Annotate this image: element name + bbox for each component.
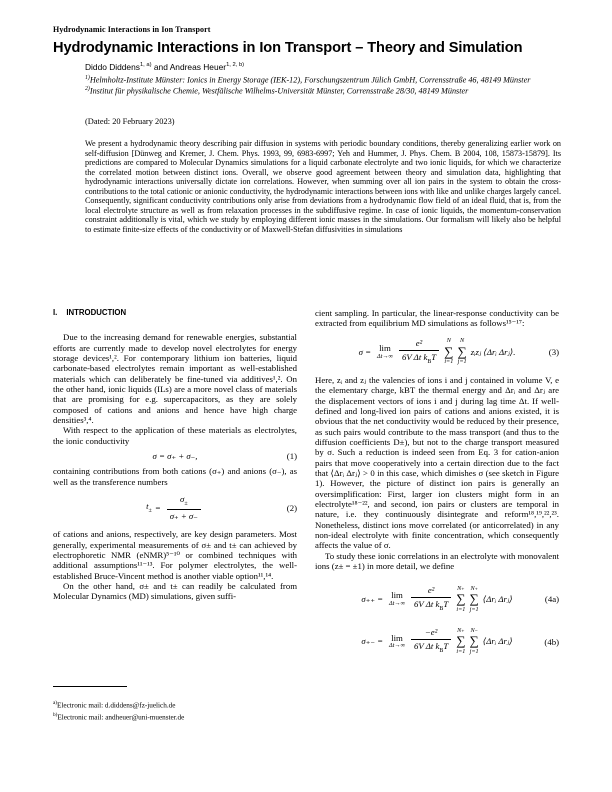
footnote-text: Electronic mail: andheuer@uni-muenster.de [57,713,185,722]
column-right [315,308,559,670]
paragraph: On the other hand, σ± and t± can readily be calculated from Molecular Dynamics (MD) simulations, given suffi- [53,581,297,602]
fraction [167,494,201,522]
fraction [411,585,451,613]
equation-4b [315,627,559,655]
limit-operator: lim Δt→∞ [389,590,405,608]
summation: N ∑ j=1 [457,337,467,365]
equation-lhs: σ = [358,346,371,357]
dated-line: (Dated: 20 February 2023) [85,117,175,126]
equation-number: (4b) [544,636,559,647]
equals-sign: = [154,503,161,514]
author-name: Andreas Heuer [169,62,227,72]
summation: N₊ ∑ i=1 [456,627,466,655]
affiliation-text: Institut für physikalische Chemie, Westfälische Wilhelms-Universität Münster, Corrensstraße 28/30, 48149 Münster [89,86,469,96]
affiliation-marker: 1) [85,75,90,81]
equation-4a [315,585,559,613]
footnote-marker: b) [53,711,58,718]
paragraph: Here, zᵢ and zⱼ the valencies of ions i and j contained in volume V, e the elementary charge, kBT the thermal energy and Δrᵢ and Δrⱼ are the displacement vectors of ions i and j during lag time Δt. If well-defined and long-lived ion pairs of cations and anions existed, it is obvious that the net conductivity would be reduced by their presence, as such pairs would contribute to the mass transport (and thus to the diffusion coefficients D±), but not to the charge transport measured by σ. Such a reduction is indeed seen from Eq. 3 for cation-anion pairs that move cooperatively into a certain direction due to the fact that ⟨Δrᵢ Δrⱼ⟩ > 0 in this case, which dimishes σ (see sketch in Figure 1). However, the picture of distinct ion pairs is generally an oversimplification: First, larger ion clusters might form in an electrolyte¹⁸⁻²², and second, ion pairs or clusters are temporal in nature, i.e. they continuously disintegrate and reform¹⁸,¹⁹,²²,²³. Nonetheless, distinct ions move correlated (or anticorrelated) in any non-ideal electrolyte with finite concentration, which consequently affects the value of σ. [315,374,559,551]
summation: N₊ ∑ j=1 [469,585,479,613]
column-left [53,308,297,602]
equation-expression: zᵢzⱼ ⟨Δrᵢ Δrⱼ⟩. [470,346,516,357]
limit-operator: lim Δt→∞ [389,632,405,650]
paragraph: of cations and anions, respectively, are key design parameters. Most generally, experimental measurements of σ± and t± can achieved by electrophoretic NMR (eNMR)⁵⁻¹⁰ or combined techniques with additional assumptions¹¹⁻¹³. For polymer electrolytes, the well-established Bruce-Vincent method is another viable option¹¹,¹⁴. [53,529,297,581]
equation-expression: ⟨Δrᵢ Δrⱼ⟩ [482,636,513,647]
fraction-denominator: σ₊ + σ₋ [169,511,198,522]
author-name: Diddo Diddens [85,62,140,72]
fraction-numerator: e² [411,585,451,598]
equation-number: (3) [548,346,559,357]
fraction [411,627,451,655]
equation-body: σ = σ₊ + σ₋, [152,451,198,462]
affiliation-line [85,74,559,85]
equation-3 [315,338,559,366]
page-title: Hydrodynamic Interactions in Ion Transport – Theory and Simulation [53,40,523,56]
footnote-text: Electronic mail: d.diddens@fz-juelich.de [57,701,176,710]
author-affiliation-mark: 1, a) [139,62,152,69]
footnote-marker: a) [53,700,58,706]
paragraph: Due to the increasing demand for renewable energies, substantial efforts are currently made to develop novel electrolytes for energy storage devices¹,². For contemporary lithium ion batteries, liquid carbonate-based electrolytes remain important as well-established materials which can deliberately be fine-tuned via additives¹,². On the other hand, ionic liquids (ILs) are a more novel class of materials that are promising for e.g. supercapacitors, as they are solely composed of cations and anions and hence have high charge densities³,⁴. [53,332,297,426]
authors-line [85,62,244,72]
affiliation-text: Helmholtz-Institute Münster: Ionics in Energy Storage (IEK-12), Forschungszentrum Jülich GmbH, Corrensstraße 46, 48149 Münster [89,75,531,85]
fraction-numerator: $\sigma_\pm$ [167,494,201,510]
footnote-rule [53,686,127,687]
affiliations-block [85,74,559,96]
paragraph: cient sampling. In particular, the linear-response conductivity can be extracted from equilibrium MD simulations as follows¹⁵⁻¹⁷: [315,308,559,329]
fraction-denominator: 6V Δt $k_BT$ [414,641,449,655]
fraction-numerator: e² [399,338,439,351]
author-connector: and [151,62,170,72]
fraction [399,338,439,366]
affiliation-line [85,85,559,96]
paragraph: To study these ionic correlations in an electrolyte with monovalent ions (z± = ±1) in more detail, we define [315,550,559,571]
abstract-text: We present a hydrodynamic theory describing pair diffusion in systems with periodic boundary conditions, thereby generalizing earlier work on self-diffusion [Dünweg and Kremer, J. Chem. Phys. 1993, 99, 6983-6997; Yeh and Hummer, J. Phys. Chem. B 2004, 108, 15873-15879]. Its predictions are compared to Molecular Dynamics simulations for a liquid carbonate electrolyte and two ionic liquids, for which we characterize the correlated motion between distinct ions. Overall, we observe good agreement between theory and simulation data, highlighting that hydrodynamic interactions universally dictate ion correlations. However, when summing over all ion pairs in the system to obtain the cross-contributions to the total cationic or anionic conductivity, the hydrodynamic interactions between ions with like and unlike charges largely cancel. Consequently, significant conductivity contributions only arise from deviations from a hydrodynamic flow field of an ideal fluid, that is, from the local electrolyte structure as well as from relaxation processes in the subdiffusive regime. In case of ionic liquids, the momentum-conservation constraint additionally is vital, which we study by employing different ionic masses in the simulations. Our formalism will likely also be helpful to estimate finite-size effects of the conductivity or of Maxwell-Stefan diffusivities in simulations [85,139,561,234]
footnotes-block [53,699,297,723]
footnote [53,699,297,711]
paragraph: With respect to the application of these materials as electrolytes, the ionic conductivity [53,425,297,446]
equation-lhs: $t_\pm$ [146,500,152,514]
equation-1 [53,451,297,461]
equation-2 [53,494,297,522]
equation-number: (1) [286,451,297,462]
footnote [53,711,297,723]
summation: N ∑ i=1 [444,337,454,365]
section-title: INTRODUCTION [66,308,127,317]
equation-number: (2) [286,503,297,514]
affiliation-marker: 2) [85,86,90,93]
equation-number: (4a) [544,594,559,605]
fraction-denominator: 6V Δt $k_BT$ [414,599,449,613]
fraction-numerator: −e² [411,627,451,640]
equation-expression: ⟨Δrᵢ Δrⱼ⟩ [482,594,513,605]
section-heading-introduction [53,308,297,318]
summation: N₊ ∑ i=1 [456,585,466,613]
paragraph: containing contributions from both cations (σ₊) and anions (σ₋), as well as the transference numbers [53,466,297,487]
section-number: I. [53,308,58,317]
summation: N₋ ∑ j=1 [469,627,479,655]
author-affiliation-mark: 1, 2, b) [226,62,245,69]
fraction-denominator: 6V Δt $k_BT$ [401,351,437,365]
running-header: Hydrodynamic Interactions in Ion Transport [53,25,211,34]
equation-lhs: σ₊₊ = [361,594,384,605]
limit-operator: lim Δt→∞ [376,342,393,360]
equation-lhs: σ₊₋ = [361,636,384,647]
